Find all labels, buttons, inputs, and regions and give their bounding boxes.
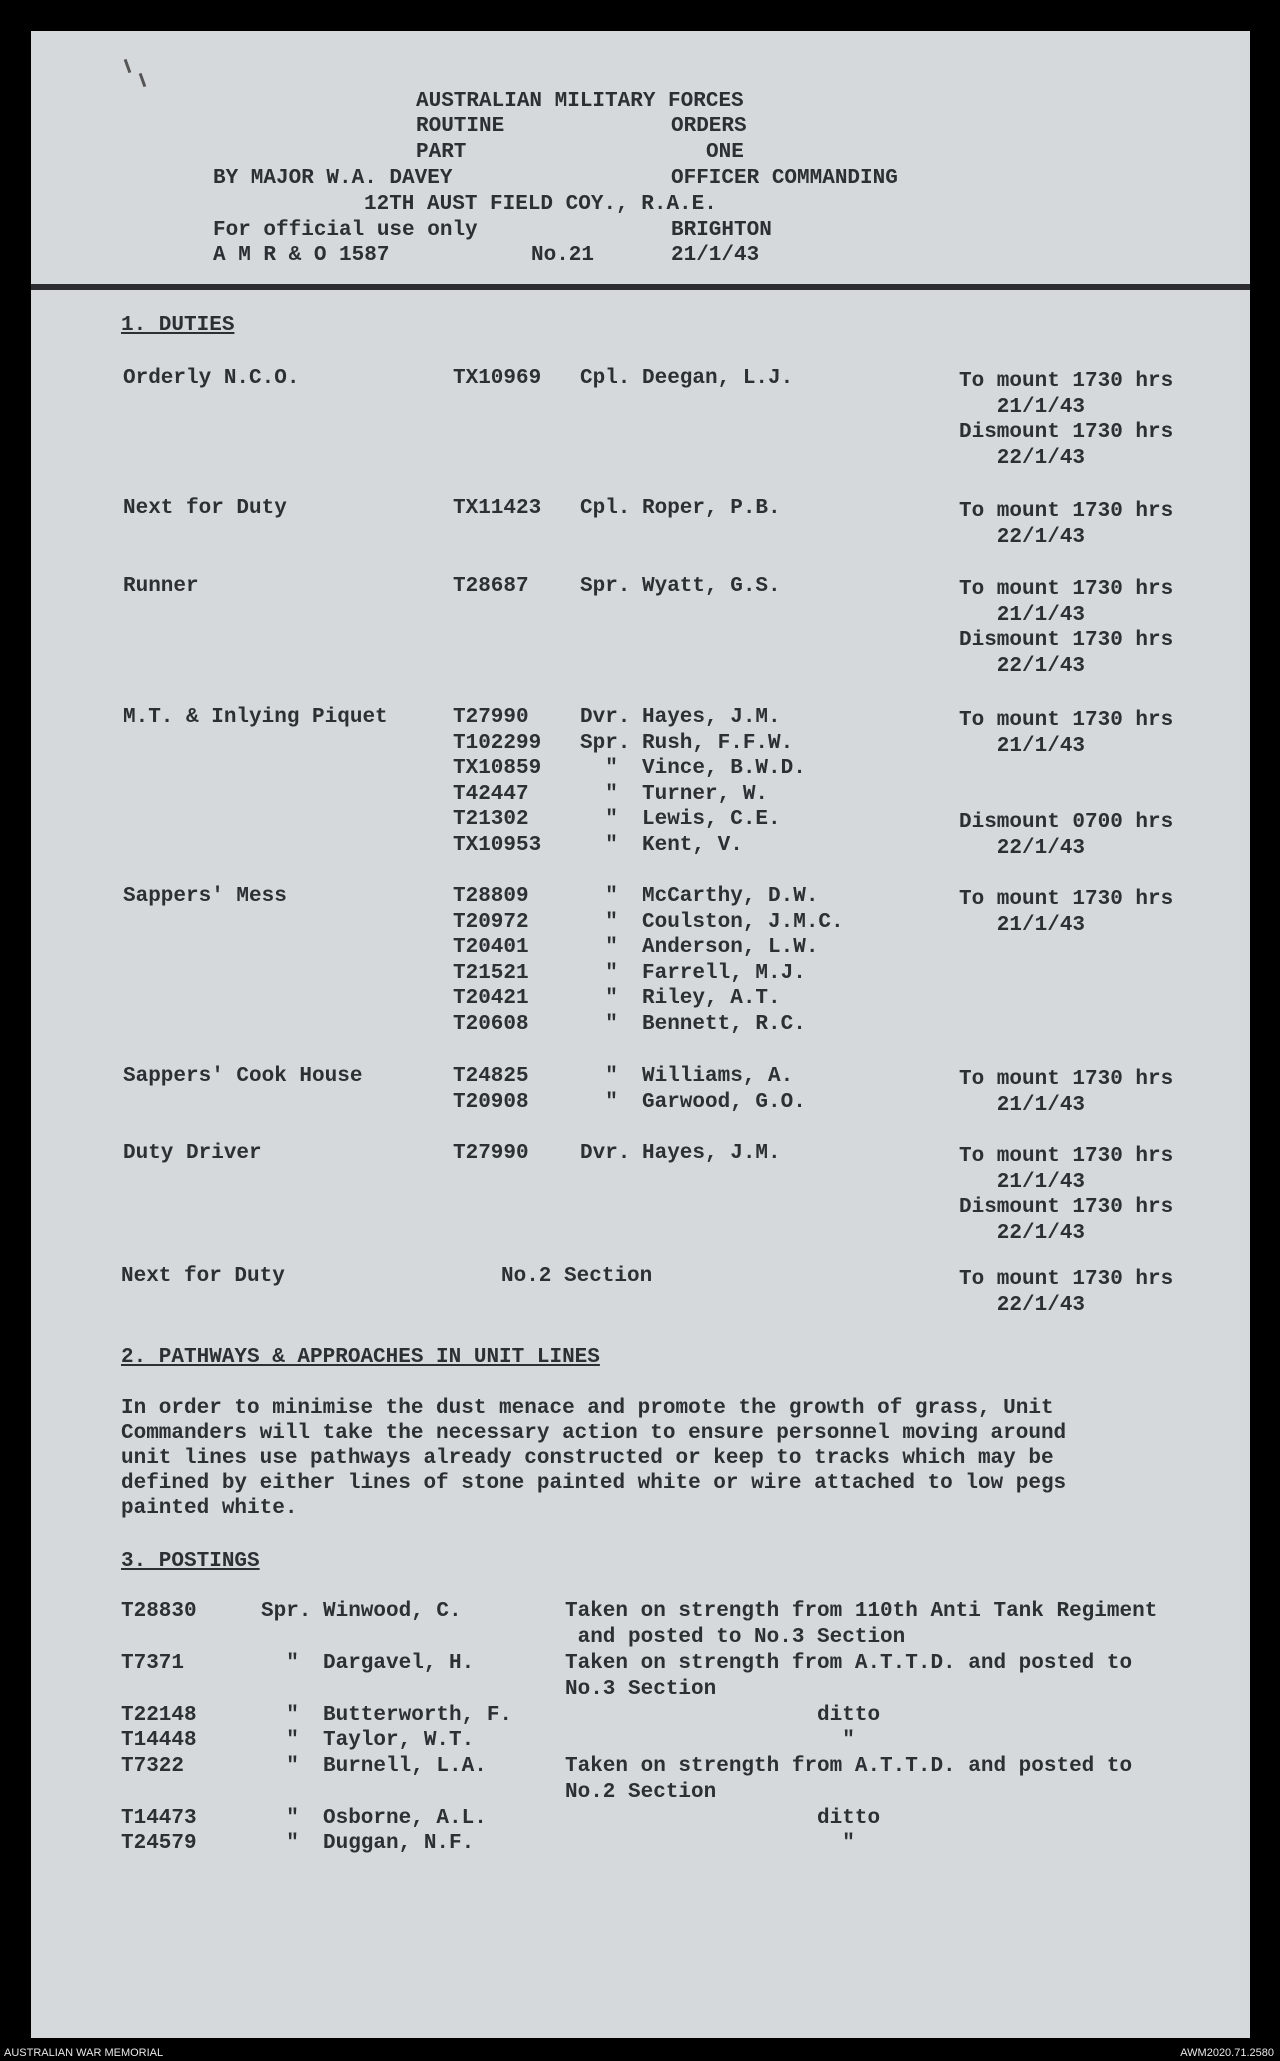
posting-remark: Taken on strength from A.T.T.D. and posted to [565,1652,1133,1675]
posting-name: Burnell, L.A. [323,1755,487,1778]
posting-remark: No.3 Section [565,1677,717,1701]
rank: " [580,885,618,908]
posting-name: Osborne, A.L. [323,1807,487,1830]
posting-name: Butterworth, F. [323,1704,513,1727]
posting-rank: " [261,1832,299,1855]
duty-time: 22/1/43 [959,1221,1086,1245]
service-number: T42447 [453,782,529,806]
duty-label: Sappers' Cook House [123,1065,363,1088]
service-number: T28809 [453,885,529,908]
posting-service-number: T7371 [121,1652,185,1675]
service-number: T20908 [453,1090,529,1114]
duty-time: To mount 1730 hrs [959,370,1174,393]
posting-service-number: T24579 [121,1832,197,1855]
rank: " [580,1090,618,1114]
service-number: T21302 [453,808,529,831]
rank: Dvr. [580,706,631,729]
member-name: Bennett, R.C. [642,1012,806,1036]
paper-mark [139,73,147,87]
header-location: BRIGHTON [671,219,772,242]
posting-service-number: T14473 [121,1807,197,1830]
footer-credit: AUSTRALIAN WAR MEMORIAL [4,2047,164,2059]
posting-rank: " [261,1729,299,1752]
duty-time: To mount 1730 hrs [959,709,1174,732]
posting-name: Dargavel, H. [323,1652,475,1675]
header-routine: ROUTINE [416,115,505,138]
pathways-line-4: defined by either lines of stone painted white or wire attached to low pegs [121,1472,1067,1495]
duty-time: To mount 1730 hrs [959,500,1174,523]
posting-remark: ditto [565,1807,881,1830]
pathways-heading: 2. PATHWAYS & APPROACHES IN UNIT LINES [121,1346,600,1369]
posting-remark: Taken on strength from 110th Anti Tank Regiment [565,1600,1158,1623]
posting-rank: " [261,1807,299,1830]
posting-service-number: T22148 [121,1704,197,1727]
duties-next-time-1: To mount 1730 hrs [959,1268,1174,1291]
member-name: Rush, F.F.W. [642,731,794,755]
member-name: McCarthy, D.W. [642,885,819,908]
member-name: Lewis, C.E. [642,808,781,831]
rank: " [580,782,618,806]
rank: Spr. [580,575,631,598]
header-date: 21/1/43 [671,244,760,267]
member-name: Coulston, J.M.C. [642,910,844,934]
posting-remark: Taken on strength from A.T.T.D. and posted to [565,1755,1133,1778]
duty-time: To mount 1730 hrs [959,578,1174,601]
duty-time: To mount 1730 hrs [959,1068,1174,1091]
member-name: Kent, V. [642,833,743,857]
duties-heading: 1. DUTIES [121,314,235,337]
duty-label: Orderly N.C.O. [123,367,300,390]
member-name: Vince, B.W.D. [642,757,806,780]
duty-time: 21/1/43 [959,913,1086,937]
service-number: T20401 [453,936,529,959]
duty-time: 22/1/43 [959,654,1086,678]
header-part: PART [416,141,467,164]
rank: Cpl. [580,497,631,520]
duty-time: Dismount 1730 hrs [959,1196,1174,1219]
duty-time: 22/1/43 [959,525,1086,549]
posting-rank: " [261,1652,299,1675]
posting-service-number: T14448 [121,1729,197,1752]
service-number: T102299 [453,731,542,755]
duty-time: 21/1/43 [959,395,1086,419]
duty-time: To mount 1730 hrs [959,1145,1174,1168]
posting-rank: Spr. [261,1600,312,1623]
header-officer: OFFICER COMMANDING [671,167,898,190]
duties-next-value: No.2 Section [501,1265,653,1288]
service-number: TX10859 [453,757,542,780]
header-divider [31,284,1250,290]
header-one: ONE [706,141,744,164]
pathways-line-5: painted white. [121,1497,298,1520]
duty-time: 22/1/43 [959,836,1086,860]
rank: Cpl. [580,367,631,390]
posting-remark: " [565,1729,855,1752]
duty-label: M.T. & Inlying Piquet [123,706,388,729]
rank: " [580,936,618,959]
pathways-line-2: Commanders will take the necessary action to ensure personnel moving around [121,1422,1067,1445]
member-name: Hayes, J.M. [642,706,781,729]
footer-accession: AWM2020.71.2580 [1180,2047,1274,2059]
member-name: Turner, W. [642,782,769,806]
duty-time: Dismount 1730 hrs [959,421,1174,444]
header-title: AUSTRALIAN MILITARY FORCES [416,90,744,113]
rank: Spr. [580,731,631,755]
duty-time: To mount 1730 hrs [959,888,1174,911]
posting-remark: and posted to No.3 Section [565,1625,906,1649]
duties-next-label: Next for Duty [121,1265,285,1288]
duty-label: Sappers' Mess [123,885,287,908]
duty-time: 21/1/43 [959,1093,1086,1117]
header-number: No.21 [531,244,595,267]
service-number: T24825 [453,1065,529,1088]
header-amr: A M R & O 1587 [213,244,390,267]
service-number: T28687 [453,575,529,598]
header-official: For official use only [213,219,478,242]
duty-time: 22/1/43 [959,446,1086,470]
duty-time: 21/1/43 [959,1170,1086,1194]
postings-heading: 3. POSTINGS [121,1550,260,1573]
duties-next-time-2: 22/1/43 [959,1294,1086,1317]
duty-label: Next for Duty [123,497,287,520]
rank: " [580,1065,618,1088]
duty-time: 21/1/43 [959,603,1086,627]
posting-remark: " [565,1832,855,1855]
member-name: Garwood, G.O. [642,1090,806,1114]
header-by: BY MAJOR W.A. DAVEY [213,167,453,190]
posting-remark: No.2 Section [565,1780,717,1804]
member-name: Riley, A.T. [642,987,781,1010]
rank: " [580,910,618,934]
rank: Dvr. [580,1142,631,1165]
rank: " [580,808,618,831]
duty-time: Dismount 1730 hrs [959,629,1174,652]
service-number: T20421 [453,987,529,1010]
paper-mark [124,59,132,73]
document-page [31,31,1250,2038]
member-name: Anderson, L.W. [642,936,819,959]
service-number: T27990 [453,1142,529,1165]
rank: " [580,833,618,857]
duty-time: 21/1/43 [959,734,1086,758]
pathways-line-3: unit lines use pathways already constructed or keep to tracks which may be [121,1447,1054,1470]
member-name: Farrell, M.J. [642,961,806,985]
service-number: T20608 [453,1012,529,1036]
member-name: Williams, A. [642,1065,794,1088]
header-unit: 12TH AUST FIELD COY., R.A.E. [364,193,717,216]
posting-name: Taylor, W.T. [323,1729,475,1752]
posting-service-number: T7322 [121,1755,185,1778]
rank: " [580,1012,618,1036]
posting-remark: ditto [565,1704,881,1727]
rank: " [580,961,618,985]
service-number: T27990 [453,706,529,729]
member-name: Deegan, L.J. [642,367,794,390]
posting-rank: " [261,1704,299,1727]
service-number: T20972 [453,910,529,934]
rank: " [580,987,618,1010]
rank: " [580,757,618,780]
posting-name: Duggan, N.F. [323,1832,475,1855]
pathways-line-1: In order to minimise the dust menace and promote the growth of grass, Unit [121,1397,1054,1420]
service-number: TX10969 [453,367,542,390]
member-name: Hayes, J.M. [642,1142,781,1165]
service-number: TX11423 [453,497,542,520]
duty-label: Duty Driver [123,1142,262,1165]
service-number: T21521 [453,961,529,985]
member-name: Wyatt, G.S. [642,575,781,598]
duty-label: Runner [123,575,199,598]
posting-service-number: T28830 [121,1600,197,1623]
posting-rank: " [261,1755,299,1778]
member-name: Roper, P.B. [642,497,781,520]
posting-name: Winwood, C. [323,1600,462,1623]
service-number: TX10953 [453,833,542,857]
duty-time: Dismount 0700 hrs [959,811,1174,834]
header-orders: ORDERS [671,115,747,138]
